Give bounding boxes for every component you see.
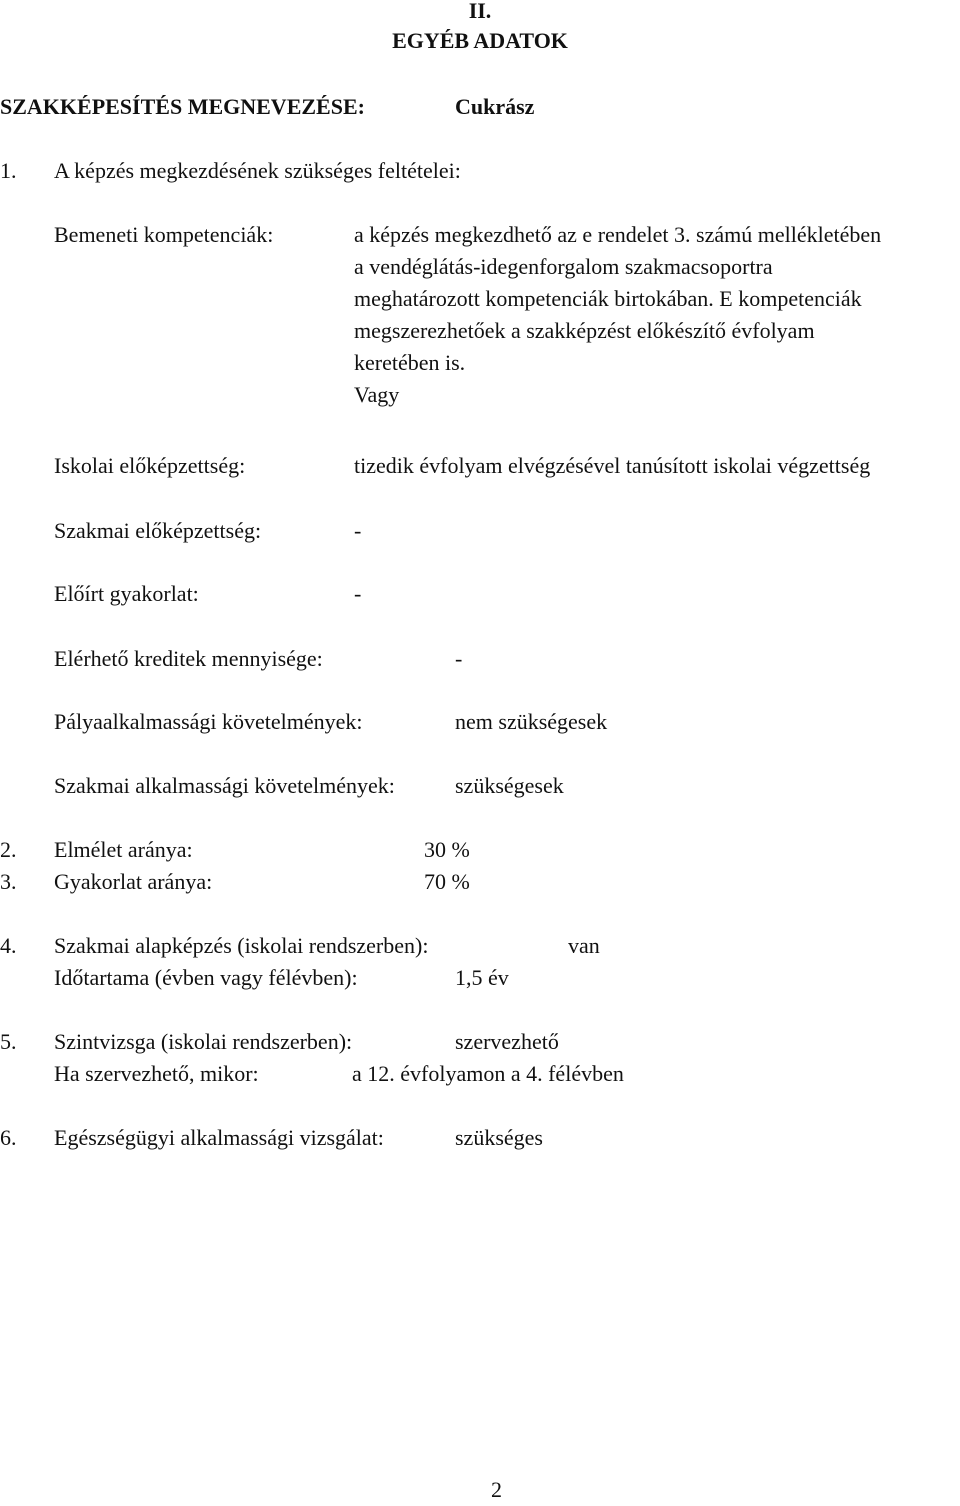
- entry-competencies-line: a képzés megkezdhető az e rendelet 3. számú mellékletében: [354, 222, 882, 247]
- level-exam-when-label: Ha szervezhető, mikor:: [54, 1061, 259, 1086]
- professional-prerequisite-label: Szakmai előképzettség:: [54, 518, 262, 543]
- entry-competencies-line: meghatározott kompetenciák birtokában. E kompetenciák: [354, 286, 862, 311]
- section-2-number: 2.: [0, 837, 17, 862]
- entry-competencies-or: Vagy: [354, 382, 400, 407]
- career-aptitude-label: Pályaalkalmassági követelmények:: [54, 709, 363, 734]
- qualification-label: SZAKKÉPESÍTÉS MEGNEVEZÉSE:: [0, 94, 365, 119]
- basic-training-value: van: [568, 933, 600, 958]
- credits-label: Elérhető kreditek mennyisége:: [54, 646, 323, 671]
- page-title: EGYÉB ADATOK: [392, 28, 568, 53]
- career-aptitude-value: nem szükségesek: [455, 709, 608, 734]
- section-5-number: 5.: [0, 1029, 17, 1054]
- section-3-number: 3.: [0, 869, 17, 894]
- entry-competencies-line: a vendéglátás-idegenforgalom szakmacsoportra: [354, 254, 773, 279]
- section-1-number: 1.: [0, 158, 17, 183]
- professional-aptitude-label: Szakmai alkalmassági követelmények:: [54, 773, 395, 798]
- section-1-title: A képzés megkezdésének szükséges feltételei:: [54, 158, 461, 183]
- basic-training-label: Szakmai alapképzés (iskolai rendszerben):: [54, 933, 429, 958]
- section-6-number: 6.: [0, 1125, 17, 1150]
- theory-ratio-label: Elmélet aránya:: [54, 837, 193, 862]
- professional-prerequisite-value: -: [354, 518, 362, 543]
- level-exam-when-value: a 12. évfolyamon a 4. félévben: [352, 1061, 624, 1086]
- duration-value: 1,5 év: [455, 965, 509, 990]
- school-prerequisite-value: tizedik évfolyam elvégzésével tanúsított iskolai végzettség: [354, 453, 871, 478]
- level-exam-value: szervezhető: [455, 1029, 559, 1054]
- practice-ratio-label: Gyakorlat aránya:: [54, 869, 213, 894]
- theory-ratio-value: 30 %: [424, 837, 470, 862]
- page-number: 2: [491, 1477, 502, 1502]
- entry-competencies-line: megszerezhetőek a szakképzést előkészítő évfolyam: [354, 318, 815, 343]
- duration-label: Időtartama (évben vagy félévben):: [54, 965, 358, 990]
- required-practice-value: -: [354, 581, 362, 606]
- entry-competencies-line: keretében is.: [354, 350, 466, 375]
- professional-aptitude-value: szükségesek: [455, 773, 564, 798]
- qualification-value: Cukrász: [455, 94, 535, 119]
- section-roman-numeral: II.: [468, 0, 492, 23]
- credits-value: -: [455, 646, 463, 671]
- school-prerequisite-label: Iskolai előképzettség:: [54, 453, 246, 478]
- health-exam-value: szükséges: [455, 1125, 543, 1150]
- health-exam-label: Egészségügyi alkalmassági vizsgálat:: [54, 1125, 384, 1150]
- level-exam-label: Szintvizsga (iskolai rendszerben):: [54, 1029, 353, 1054]
- practice-ratio-value: 70 %: [424, 869, 470, 894]
- required-practice-label: Előírt gyakorlat:: [54, 581, 199, 606]
- entry-competencies-label: Bemeneti kompetenciák:: [54, 222, 274, 247]
- section-4-number: 4.: [0, 933, 17, 958]
